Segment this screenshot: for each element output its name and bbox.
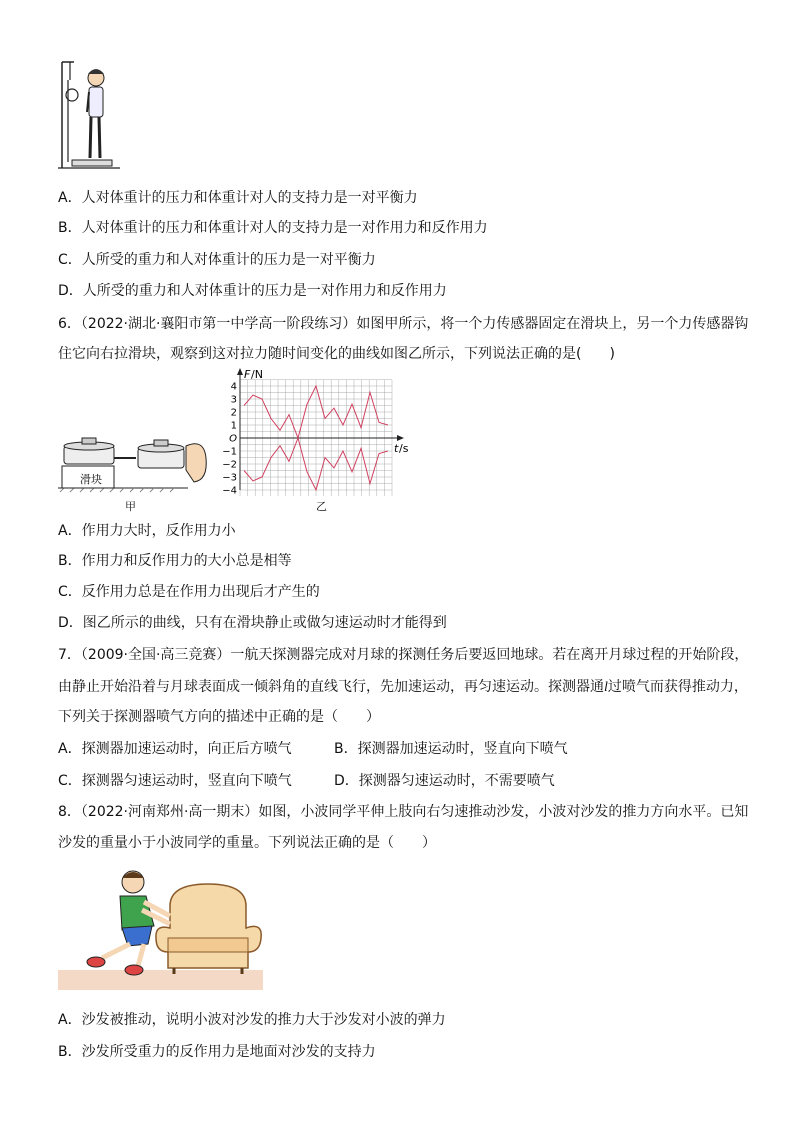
q7-option-d: D．探测器匀速运动时，不需要喷气 bbox=[334, 773, 555, 789]
q6-option-d: D．图乙所示的曲线，只有在滑块静止或做匀速运动时才能得到 bbox=[58, 615, 447, 631]
q7-option-c: C．探测器匀速运动时，竖直向下喷气 bbox=[58, 773, 292, 789]
q5-option-a: A．人对体重计的压力和体重计对人的支持力是一对平衡力 bbox=[58, 190, 418, 206]
chart-y-ticks bbox=[222, 382, 237, 497]
y-tick-label: 1 bbox=[230, 420, 237, 432]
q5-option-b: B．人对体重计的压力和体重计对人的支持力是一对作用力和反作用力 bbox=[58, 220, 488, 236]
y-tick-label: −3 bbox=[222, 472, 237, 484]
floor bbox=[58, 970, 263, 990]
q6-option-a: A．作用力大时，反作用力小 bbox=[58, 523, 236, 539]
y-tick-label: 3 bbox=[230, 394, 237, 406]
y-axis-label-var: F bbox=[244, 368, 251, 381]
y-tick-label: −1 bbox=[222, 446, 237, 458]
y-tick-label: −2 bbox=[222, 459, 237, 471]
q8-option-a: A．沙发被推动，说明小波对沙发的推力大于沙发对小波的弹力 bbox=[58, 1012, 446, 1028]
boy-pushing-sofa-drawing bbox=[58, 866, 263, 990]
q7-stem-line3: 下列关于探测器喷气方向的描述中正确的是（ ） bbox=[58, 709, 380, 725]
q5-option-d: D．人所受的重力和人对体重计的压力是一对作用力和反作用力 bbox=[58, 283, 447, 299]
q7-option-b: B．探测器加速运动时，竖直向下喷气 bbox=[334, 741, 568, 757]
q5-option-c: C．人所受的重力和人对体重计的压力是一对平衡力 bbox=[58, 252, 376, 268]
y-tick-label: O bbox=[229, 433, 237, 445]
y-tick-label: 4 bbox=[230, 381, 237, 393]
y-axis-arrow bbox=[237, 368, 243, 375]
q7-stem-line2 bbox=[58, 677, 748, 698]
q7-stem-line2-b: 过喷气而获得推动力， bbox=[607, 679, 748, 695]
figure-yi-force-time-chart bbox=[222, 366, 412, 496]
q7-stem-var-l: l bbox=[604, 680, 608, 695]
figure-yi-caption: 乙 bbox=[316, 500, 327, 513]
q7-option-a: A．探测器加速运动时，向正后方喷气 bbox=[58, 741, 292, 757]
x-axis-label-unit: /s bbox=[399, 442, 409, 455]
q7-stem-line2-a: 由静止开始沿着与月球表面成一倾斜角的直线飞行，先加速运动，再匀速运动。探测器通 bbox=[58, 679, 604, 695]
q6-option-b: B．作用力和反作用力的大小总是相等 bbox=[58, 553, 292, 569]
figure-jia-caption: 甲 bbox=[125, 500, 136, 513]
person-on-scale-drawing bbox=[58, 60, 128, 170]
q8-option-b: B．沙发所受重力的反作用力是地面对沙发的支持力 bbox=[58, 1044, 376, 1060]
x-axis-arrow bbox=[397, 435, 404, 441]
q6-option-c: C．反作用力总是在作用力出现后才产生的 bbox=[58, 584, 320, 600]
force-time-chart bbox=[222, 366, 412, 496]
q6-stem-line2: 住它向右拉滑块，观察到这对拉力随时间变化的曲线如图乙所示，下列说法正确的是( ) bbox=[58, 346, 615, 362]
figure-boy-pushing-sofa bbox=[58, 866, 263, 990]
figure-person-on-scale bbox=[58, 60, 128, 170]
y-tick-label: −4 bbox=[222, 485, 237, 496]
x-axis-label-var: t bbox=[394, 442, 399, 455]
q8-stem-line1: 8．（2022·河南郑州·高一期末）如图，小波同学平伸上肢向右匀速推动沙发，小波对沙发的推力方向水平。已知 bbox=[58, 804, 749, 820]
q7-stem-line1: 7．（2009·全国·高三竞赛）一航天探测器完成对月球的探测任务后要返回地球。若在离开月球过程的开始阶段， bbox=[58, 647, 749, 663]
y-axis-label-unit: /N bbox=[251, 368, 263, 381]
q8-stem-line2: 沙发的重量小于小波同学的重量。下列说法正确的是（ ） bbox=[58, 835, 436, 851]
block-label: 滑块 bbox=[80, 473, 102, 486]
y-tick-label: 2 bbox=[230, 407, 237, 419]
q6-stem-line1: 6．（2022·湖北·襄阳市第一中学高一阶段练习）如图甲所示，将一个力传感器固定在滑块上，另一个力传感器钩 bbox=[58, 316, 749, 332]
